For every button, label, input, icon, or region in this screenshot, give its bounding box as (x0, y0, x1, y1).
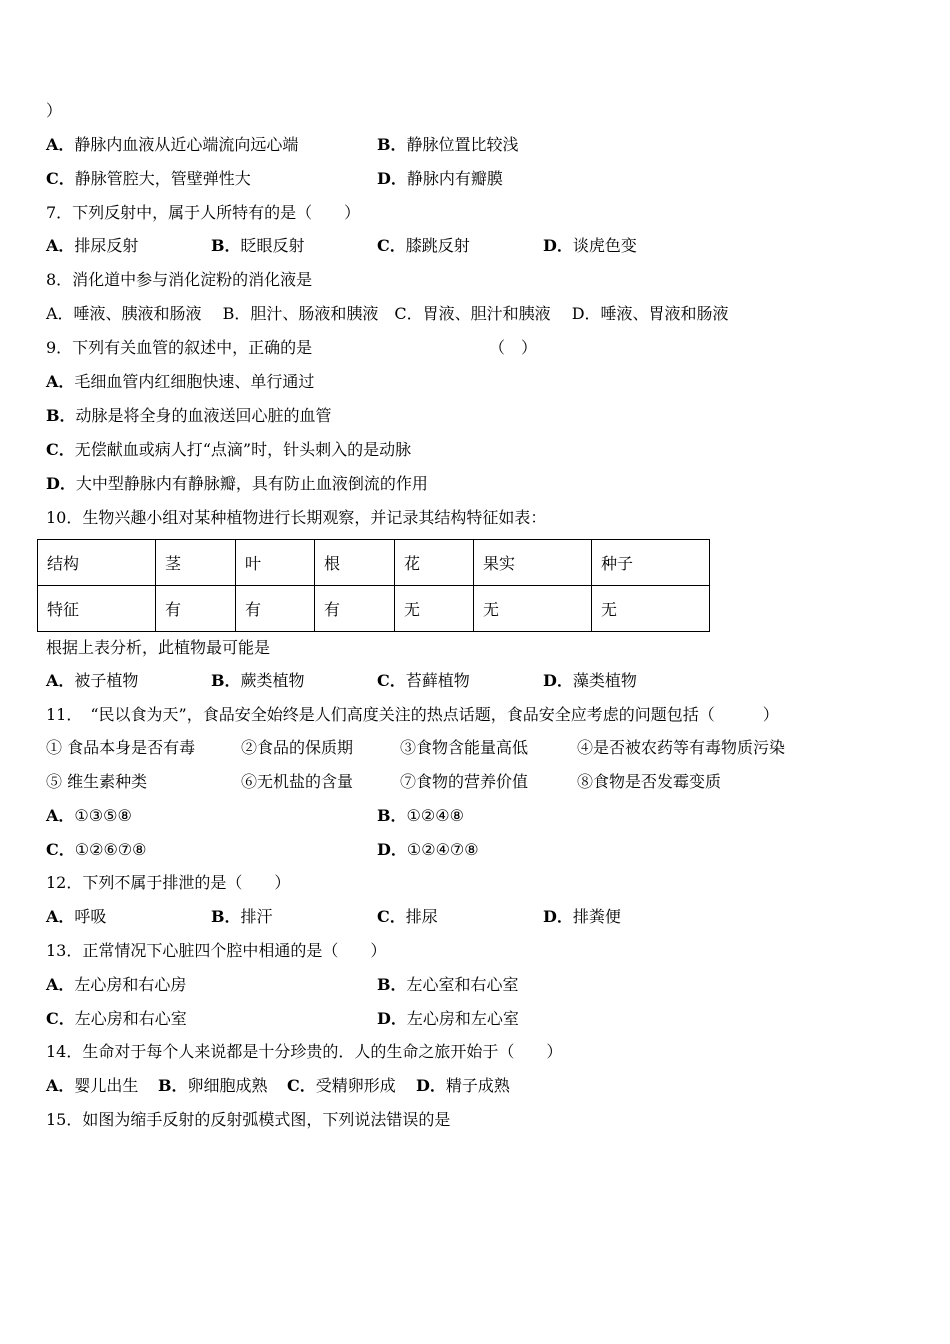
table-cell: 有 (156, 586, 236, 632)
table-cell: 茎 (156, 540, 236, 586)
table-header-row (38, 540, 710, 586)
option-text: 排尿反射 (74, 236, 139, 255)
q9-answer-paren: （ ） (489, 338, 538, 357)
table-cell: 无 (474, 586, 592, 632)
q9-option-d[interactable] (46, 472, 428, 496)
option-text: 左心房和左心室 (406, 1009, 519, 1028)
q14-option-a[interactable] (46, 1074, 138, 1098)
option-letter: C． (287, 1076, 316, 1095)
option-text: 大中型静脉内有静脉瓣，具有防止血液倒流的作用 (75, 474, 428, 493)
q11-option-c[interactable] (46, 838, 146, 862)
q11-option-d[interactable] (377, 838, 479, 862)
option-letter: A． (46, 671, 75, 690)
option-letter: A． (46, 372, 75, 391)
q8-stem: 8．消化道中参与消化淀粉的消化液是 (46, 270, 313, 289)
option-letter: D． (377, 840, 407, 859)
option-text: 婴儿出生 (74, 1076, 139, 1095)
q11-option-b[interactable] (377, 804, 464, 828)
option-letter: C． (46, 440, 75, 459)
q10-option-b[interactable] (211, 669, 305, 693)
option-text: ①②④⑦⑧ (406, 840, 479, 859)
option-text: 蕨类植物 (240, 671, 305, 690)
q11-item: ③食物含能量高低 (400, 738, 529, 757)
q13-option-c[interactable] (46, 1007, 187, 1031)
option-text: 静脉位置比较浅 (406, 135, 519, 154)
option-letter: D． (543, 907, 573, 926)
option-letter: B． (211, 907, 241, 926)
table-cell: 叶 (236, 540, 315, 586)
option-letter: D． (377, 169, 407, 188)
table-cell: 无 (592, 586, 710, 632)
option-letter: C． (46, 1009, 75, 1028)
option-text: ①③⑤⑧ (74, 806, 132, 825)
table-row (38, 586, 710, 632)
table-cell: 结构 (38, 540, 156, 586)
option-letter: D． (543, 671, 573, 690)
option-text: 呼吸 (74, 907, 107, 926)
option-letter: A． (46, 135, 75, 154)
option-text: ①②④⑧ (406, 806, 464, 825)
q10-option-a[interactable] (46, 669, 138, 693)
option-text: 动脉是将全身的血液送回心脏的血管 (75, 406, 332, 425)
q10-option-d[interactable] (543, 669, 637, 693)
q10-option-c[interactable] (377, 669, 470, 693)
option-letter: B． (46, 406, 76, 425)
option-letter: A． (46, 236, 75, 255)
option-letter: B． (158, 1076, 188, 1095)
q7-option-b[interactable] (211, 234, 305, 258)
option-text: 左心房和右心房 (74, 975, 187, 994)
q11-item: ⑥无机盐的含量 (241, 772, 354, 791)
option-text: 毛细血管内红细胞快速、单行通过 (74, 372, 315, 391)
q6-option-b[interactable] (377, 133, 519, 157)
option-text: 精子成熟 (445, 1076, 510, 1095)
option-letter: B． (377, 975, 407, 994)
table-cell: 有 (315, 586, 395, 632)
option-text: 静脉内血液从近心端流向远心端 (74, 135, 299, 154)
option-text: 苔藓植物 (405, 671, 470, 690)
option-letter: C． (377, 671, 406, 690)
q11-stem: 11． “民以食为天”，食品安全始终是人们高度关注的热点话题，食品安全应考虑的问题包括（ ） (46, 705, 779, 724)
q11-item: ⑤ 维生素种类 (46, 772, 148, 791)
q13-option-a[interactable] (46, 973, 186, 997)
table-cell: 根 (315, 540, 395, 586)
option-letter: A． (46, 975, 75, 994)
table-cell: 种子 (592, 540, 710, 586)
option-letter: B． (211, 671, 241, 690)
q12-stem: 12．下列不属于排泄的是（ ） (46, 873, 291, 892)
option-letter: C． (46, 840, 75, 859)
option-text: 排尿 (405, 907, 438, 926)
q7-option-a[interactable] (46, 234, 138, 258)
option-letter: A． (46, 907, 75, 926)
option-letter: D． (416, 1076, 446, 1095)
option-letter: C． (46, 169, 75, 188)
q10-question: 根据上表分析，此植物最可能是 (46, 638, 271, 657)
q7-option-c[interactable] (377, 234, 470, 258)
q13-option-b[interactable] (377, 973, 519, 997)
option-text: 排粪便 (572, 907, 621, 926)
q12-option-a[interactable] (46, 905, 106, 929)
option-text: 藻类植物 (572, 671, 637, 690)
option-text: 无偿献血或病人打“点滴”时，针头刺入的是动脉 (74, 440, 412, 459)
q8-options[interactable]: A．唾液、胰液和肠液 B．胆汁、肠液和胰液 C．胃液、胆汁和胰液 D．唾液、胃液和肠液 (46, 304, 729, 323)
table-cell: 花 (395, 540, 474, 586)
q6-option-d[interactable] (377, 167, 503, 191)
q12-option-d[interactable] (543, 905, 621, 929)
q7-option-d[interactable] (543, 234, 637, 258)
q11-item: ① 食品本身是否有毒 (46, 738, 196, 757)
option-letter: B． (211, 236, 241, 255)
option-letter: A． (46, 1076, 75, 1095)
q6-option-a[interactable] (46, 133, 298, 157)
option-letter: B． (377, 806, 407, 825)
option-text: ①②⑥⑦⑧ (74, 840, 147, 859)
option-text: 谈虎色变 (572, 236, 637, 255)
q7-stem: 7．下列反射中，属于人所特有的是（ ） (46, 203, 361, 222)
q14-option-c[interactable] (287, 1074, 396, 1098)
option-text: 卵细胞成熟 (187, 1076, 268, 1095)
option-letter: C． (377, 236, 406, 255)
q11-option-a[interactable] (46, 804, 132, 828)
q15-stem: 15．如图为缩手反射的反射弧模式图，下列说法错误的是 (46, 1110, 451, 1129)
q14-stem: 14．生命对于每个人来说都是十分珍贵的．人的生命之旅开始于（ ） (46, 1042, 563, 1061)
option-text: 眨眼反射 (240, 236, 305, 255)
q11-item: ④是否被农药等有毒物质污染 (577, 738, 786, 757)
q13-option-d[interactable] (377, 1007, 519, 1031)
q13-stem: 13．正常情况下心脏四个腔中相通的是（ ） (46, 941, 387, 960)
q9-stem: 9．下列有关血管的叙述中，正确的是 (46, 338, 313, 357)
q6-stem-tail: ） (46, 101, 63, 120)
q12-option-c[interactable] (377, 905, 438, 929)
q14-option-b[interactable] (158, 1074, 268, 1098)
option-text: 排汗 (240, 907, 273, 926)
plant-structure-table (37, 539, 710, 632)
option-text: 受精卵形成 (315, 1076, 396, 1095)
table-cell: 果实 (474, 540, 592, 586)
option-text: 膝跳反射 (405, 236, 470, 255)
option-text: 静脉管腔大，管壁弹性大 (74, 169, 251, 188)
table-cell: 有 (236, 586, 315, 632)
option-letter: D． (46, 474, 76, 493)
q9-option-c[interactable] (46, 438, 411, 462)
option-letter: D． (377, 1009, 407, 1028)
option-letter: D． (543, 236, 573, 255)
q6-option-c[interactable] (46, 167, 251, 191)
option-text: 左心房和右心室 (74, 1009, 187, 1028)
q9-option-a[interactable] (46, 370, 314, 394)
option-letter: B． (377, 135, 407, 154)
option-text: 静脉内有瓣膜 (406, 169, 503, 188)
q11-item: ②食品的保质期 (241, 738, 354, 757)
q9-option-b[interactable] (46, 404, 332, 428)
q12-option-b[interactable] (211, 905, 273, 929)
option-text: 左心室和右心室 (406, 975, 519, 994)
table-cell: 特征 (38, 586, 156, 632)
q11-item: ⑧食物是否发霉变质 (577, 772, 722, 791)
table-cell: 无 (395, 586, 474, 632)
q11-item: ⑦食物的营养价值 (400, 772, 529, 791)
option-letter: A． (46, 806, 75, 825)
q14-option-d[interactable] (416, 1074, 510, 1098)
q10-stem: 10．生物兴趣小组对某种植物进行长期观察，并记录其结构特征如表： (46, 508, 547, 527)
option-letter: C． (377, 907, 406, 926)
option-text: 被子植物 (74, 671, 139, 690)
